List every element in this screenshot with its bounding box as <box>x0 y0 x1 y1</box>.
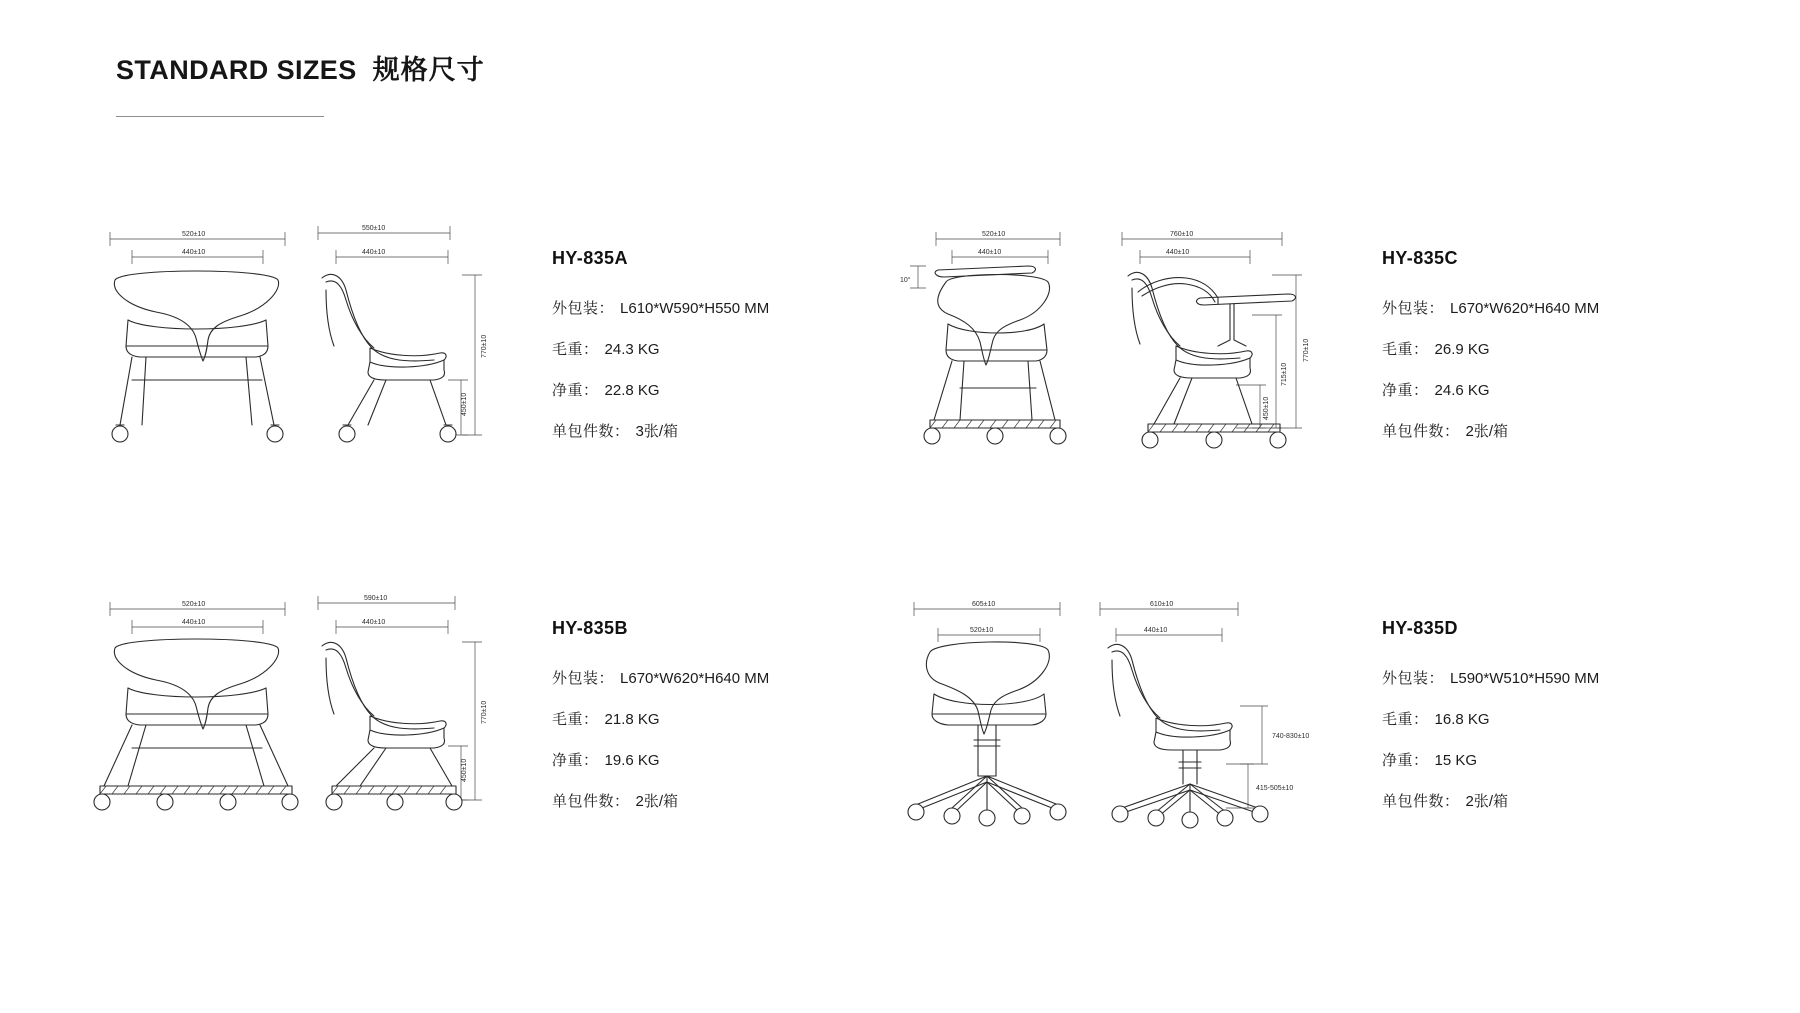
label-gross-weight: 毛重： <box>552 341 599 358</box>
label-net-weight: 净重： <box>552 382 599 399</box>
spec-carton-hy835a <box>552 420 872 441</box>
technical-drawing-hy835a <box>70 220 540 520</box>
spec-net-hy835b <box>552 749 872 770</box>
spec-hy835c <box>1382 248 1702 461</box>
spec-gross-hy835c <box>1382 338 1702 359</box>
value-carton-hy835a: 3张/箱 <box>635 423 679 440</box>
value-gross-hy835a: 24.3 KG <box>604 341 660 358</box>
dim-side-outer-a: 550±10 <box>362 225 386 232</box>
label-gross-weight: 毛重： <box>1382 341 1429 358</box>
value-gross-hy835d: 16.8 KG <box>1434 711 1490 728</box>
label-packing: 外包装： <box>1382 670 1445 687</box>
title-divider <box>116 116 324 117</box>
label-gross-weight: 毛重： <box>1382 711 1429 728</box>
page-title <box>116 48 485 87</box>
dim-tablet-angle-c: 10° <box>900 277 911 284</box>
spec-carton-hy835c <box>1382 420 1702 441</box>
value-packing-hy835a: L610*W590*H550 MM <box>620 300 770 317</box>
dim-side-inner-d: 440±10 <box>1144 627 1168 634</box>
spec-packing-hy835b <box>552 667 872 688</box>
label-gross-weight: 毛重： <box>552 711 599 728</box>
value-gross-hy835c: 26.9 KG <box>1434 341 1490 358</box>
dim-front-outer-d: 605±10 <box>972 601 996 608</box>
spec-net-hy835c <box>1382 379 1702 400</box>
drawing-group-hy835c <box>900 220 1370 520</box>
spec-packing-hy835a <box>552 297 872 318</box>
label-net-weight: 净重： <box>552 752 599 769</box>
dim-side-inner-c: 440±10 <box>1166 249 1190 256</box>
technical-drawing-hy835b <box>70 590 540 890</box>
model-name-hy835a: HY-835A <box>552 248 628 268</box>
spec-net-hy835a <box>552 379 872 400</box>
value-net-hy835c: 24.6 KG <box>1434 382 1490 399</box>
technical-drawing-hy835d <box>900 590 1370 890</box>
model-name-hy835c: HY-835C <box>1382 248 1458 268</box>
dim-height-total-d: 740-830±10 <box>1272 733 1310 740</box>
label-packing: 外包装： <box>552 670 615 687</box>
value-packing-hy835c: L670*W620*H640 MM <box>1450 300 1600 317</box>
spec-hy835b <box>552 618 872 831</box>
label-per-carton: 单包件数： <box>552 423 630 440</box>
dim-side-inner-a: 440±10 <box>362 249 386 256</box>
label-net-weight: 净重： <box>1382 752 1429 769</box>
value-gross-hy835b: 21.8 KG <box>604 711 660 728</box>
spec-hy835d <box>1382 618 1702 831</box>
dim-side-inner-b: 440±10 <box>362 619 386 626</box>
label-per-carton: 单包件数： <box>1382 793 1460 810</box>
dim-height-arm-c: 715±10 <box>1281 362 1288 386</box>
label-per-carton: 单包件数： <box>1382 423 1460 440</box>
dim-front-inner-a: 440±10 <box>182 249 206 256</box>
drawing-group-hy835a <box>70 220 540 520</box>
value-net-hy835b: 19.6 KG <box>604 752 660 769</box>
dim-front-outer-a: 520±10 <box>182 231 206 238</box>
dim-height-total-c: 770±10 <box>1303 338 1310 362</box>
technical-drawing-hy835c <box>900 220 1370 520</box>
spec-gross-hy835a <box>552 338 872 359</box>
spec-hy835a <box>552 248 872 461</box>
spec-packing-hy835c <box>1382 297 1702 318</box>
page-title-cn: 规格尺寸 <box>372 55 485 85</box>
value-carton-hy835c: 2张/箱 <box>1465 423 1509 440</box>
dim-side-outer-c: 760±10 <box>1170 231 1194 238</box>
value-net-hy835d: 15 KG <box>1434 752 1478 769</box>
spec-carton-hy835b <box>552 790 872 811</box>
dim-height-seat-d: 415-505±10 <box>1256 785 1294 792</box>
label-per-carton: 单包件数： <box>552 793 630 810</box>
spec-gross-hy835b <box>552 708 872 729</box>
label-packing: 外包装： <box>1382 300 1445 317</box>
dim-front-inner-d: 520±10 <box>970 627 994 634</box>
value-packing-hy835b: L670*W620*H640 MM <box>620 670 770 687</box>
page-title-en: STANDARD SIZES <box>116 55 357 85</box>
spec-carton-hy835d <box>1382 790 1702 811</box>
dim-height-seat-a: 450±10 <box>461 392 468 416</box>
dim-height-total-b: 770±10 <box>481 700 488 724</box>
spec-packing-hy835d <box>1382 667 1702 688</box>
label-packing: 外包装： <box>552 300 615 317</box>
spec-net-hy835d <box>1382 749 1702 770</box>
page-header <box>116 48 485 87</box>
dim-height-seat-c: 450±10 <box>1263 396 1270 420</box>
dim-height-total-a: 770±10 <box>481 334 488 358</box>
value-packing-hy835d: L590*W510*H590 MM <box>1450 670 1600 687</box>
dim-front-outer-b: 520±10 <box>182 601 206 608</box>
model-name-hy835b: HY-835B <box>552 618 628 638</box>
dim-side-outer-d: 610±10 <box>1150 601 1174 608</box>
drawing-group-hy835d <box>900 590 1370 890</box>
dim-front-inner-b: 440±10 <box>182 619 206 626</box>
dim-front-inner-c: 440±10 <box>978 249 1002 256</box>
spec-gross-hy835d <box>1382 708 1702 729</box>
drawing-group-hy835b <box>70 590 540 890</box>
value-net-hy835a: 22.8 KG <box>604 382 660 399</box>
dim-front-outer-c: 520±10 <box>982 231 1006 238</box>
value-carton-hy835d: 2张/箱 <box>1465 793 1509 810</box>
model-name-hy835d: HY-835D <box>1382 618 1458 638</box>
dim-height-seat-b: 450±10 <box>461 758 468 782</box>
value-carton-hy835b: 2张/箱 <box>635 793 679 810</box>
dim-side-outer-b: 590±10 <box>364 595 388 602</box>
label-net-weight: 净重： <box>1382 382 1429 399</box>
